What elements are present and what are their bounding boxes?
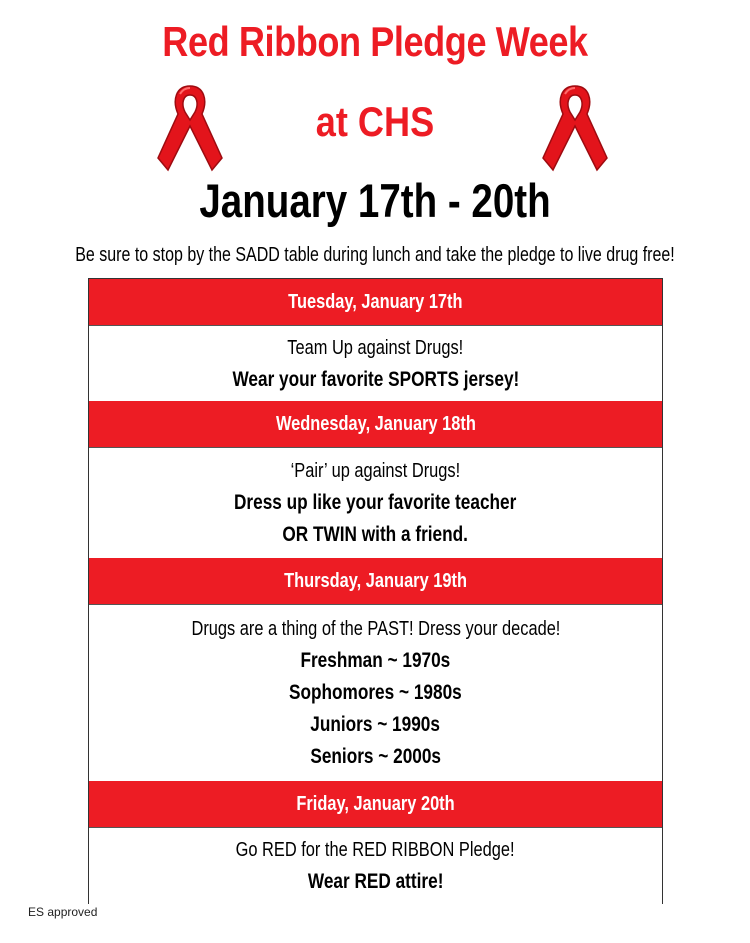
day-attire: Wear your favorite SPORTS jersey! [232, 368, 519, 391]
day-heading [89, 401, 662, 447]
day-theme: Team Up against Drugs! [287, 337, 464, 359]
intro-text: Be sure to stop by the SADD table during lunch and take the pledge to live drug free! [75, 244, 675, 266]
day-attire: Seniors ~ 2000s [310, 745, 441, 768]
day-heading-label: Tuesday, January 17th [288, 290, 463, 313]
day-heading [89, 781, 662, 827]
red-ribbon-icon [535, 80, 615, 172]
page-title: Red Ribbon Pledge Week [162, 18, 588, 65]
day-heading [89, 279, 662, 325]
day-theme: Go RED for the RED RIBBON Pledge! [236, 839, 515, 861]
day-heading-label: Wednesday, January 18th [275, 412, 476, 435]
day-details [89, 604, 662, 781]
day-details [89, 447, 662, 558]
event-dates: January 17th - 20th [199, 174, 551, 227]
day-attire: Sophomores ~ 1980s [289, 681, 462, 704]
day-attire: Freshman ~ 1970s [300, 649, 451, 672]
day-details [89, 325, 662, 402]
schedule-table [88, 278, 663, 904]
day-heading-label: Thursday, January 19th [284, 569, 467, 592]
day-heading [89, 558, 662, 604]
day-attire: OR TWIN with a friend. [282, 523, 469, 546]
page-subtitle: at CHS [315, 98, 435, 145]
day-attire: Juniors ~ 1990s [310, 713, 441, 736]
day-heading-label: Friday, January 20th [296, 792, 455, 815]
day-theme: ‘Pair’ up against Drugs! [290, 460, 461, 482]
day-attire: Dress up like your favorite teacher [234, 491, 517, 514]
approval-note: ES approved [28, 905, 98, 919]
day-attire: Wear RED attire! [307, 870, 444, 893]
day-theme: Drugs are a thing of the PAST! Dress your decade! [191, 618, 560, 640]
day-details [89, 827, 662, 904]
